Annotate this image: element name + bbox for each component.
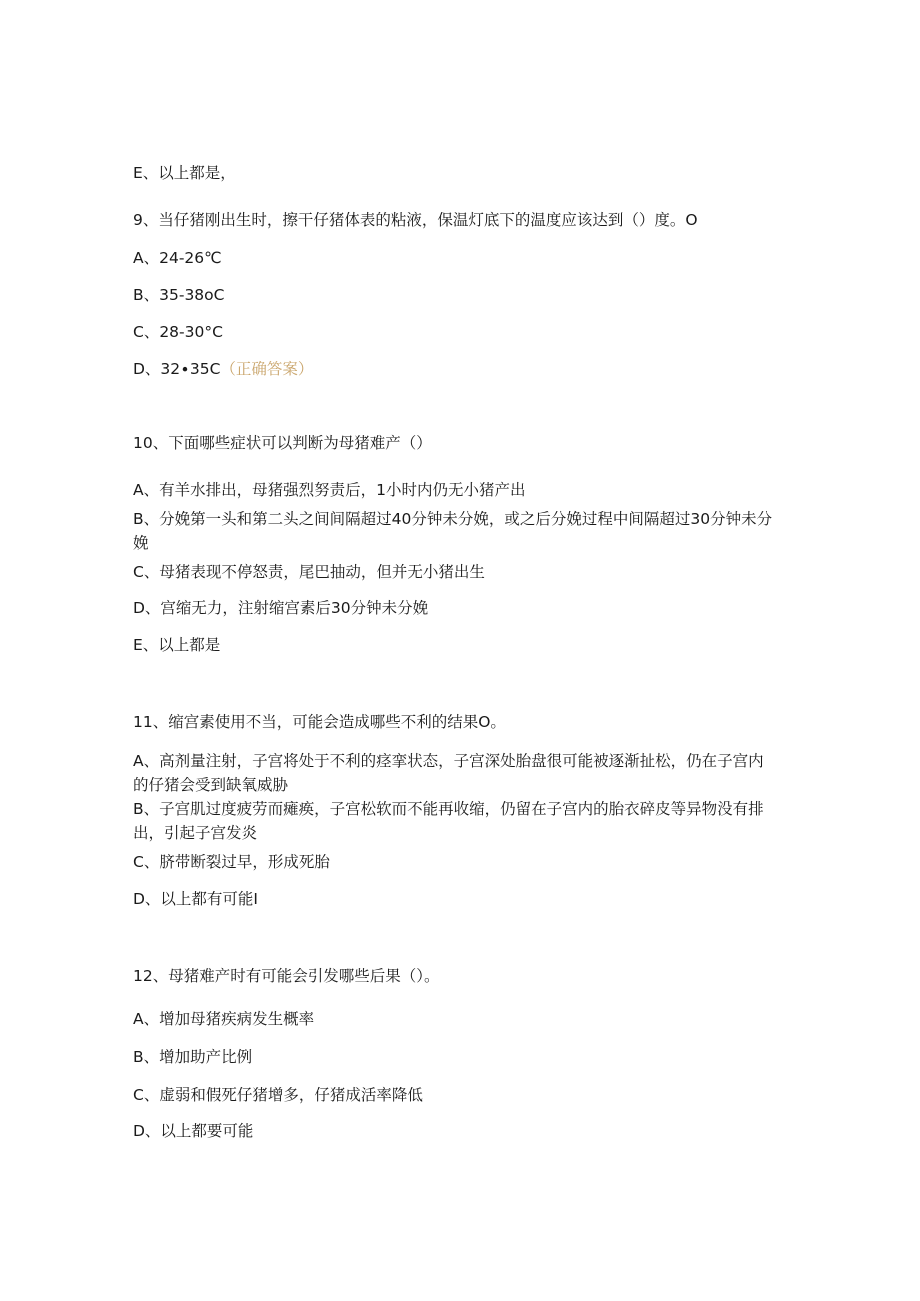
q9-option-d-text: D、32∙35C (133, 360, 221, 378)
q11-option-b: B、子宫肌过度疲劳而瘫痪，子宫松软而不能再收缩，仍留在子宫内的胎衣碎皮等异物没有排出，引起子宫发炎 (133, 800, 764, 842)
q9-option-a: A、24-26℃ (133, 249, 222, 267)
correct-answer-mark: （正确答案） (220, 360, 314, 378)
q9-option-c: C、28-30°C (133, 323, 223, 341)
question-10: 10、下面哪些症状可以判断为母猪难产（） (133, 434, 432, 452)
q11-option-c: C、脐带断裂过早，形成死胎 (133, 853, 330, 871)
q9-option-b: B、35-38oC (133, 286, 225, 304)
q10-option-b: B、分娩第一头和第二头之间间隔超过40分钟未分娩，或之后分娩过程中间隔超过30分钟未分娩 (133, 510, 773, 552)
q10-option-e: E、以上都是 (133, 636, 221, 654)
q10-option-d: D、宫缩无力，注射缩宫素后30分钟未分娩 (133, 599, 429, 617)
question-11: 11、缩宫素使用不当，可能会造成哪些不利的结果O。 (133, 713, 506, 731)
q12-option-b: B、增加助产比例 (133, 1048, 253, 1066)
q9-option-d (133, 357, 783, 381)
question-9: 9、当仔猪刚出生时，擦干仔猪体表的粘液，保温灯底下的温度应该达到（）度。O (133, 211, 698, 229)
q12-option-d: D、以上都要可能 (133, 1122, 254, 1140)
q10-option-a: A、有羊水排出，母猪强烈努责后，1小时内仍无小猪产出 (133, 481, 526, 499)
question-12: 12、母猪难产时有可能会引发哪些后果（）。 (133, 967, 440, 985)
q12-option-a: A、增加母猪疾病发生概率 (133, 1010, 315, 1028)
q11-option-a: A、高剂量注射，子宫将处于不利的痉挛状态，子宫深处胎盘很可能被逐渐扯松，仍在子宫内的仔猪会受到缺氧威胁 (133, 752, 764, 794)
q10-option-c: C、母猪表现不停怒责，尾巴抽动，但并无小猪出生 (133, 563, 485, 581)
q11-option-d: D、以上都有可能I (133, 890, 259, 908)
q12-option-c: C、虚弱和假死仔猪增多，仔猪成活率降低 (133, 1086, 423, 1104)
option-e-previous: E、以上都是， (133, 164, 236, 182)
